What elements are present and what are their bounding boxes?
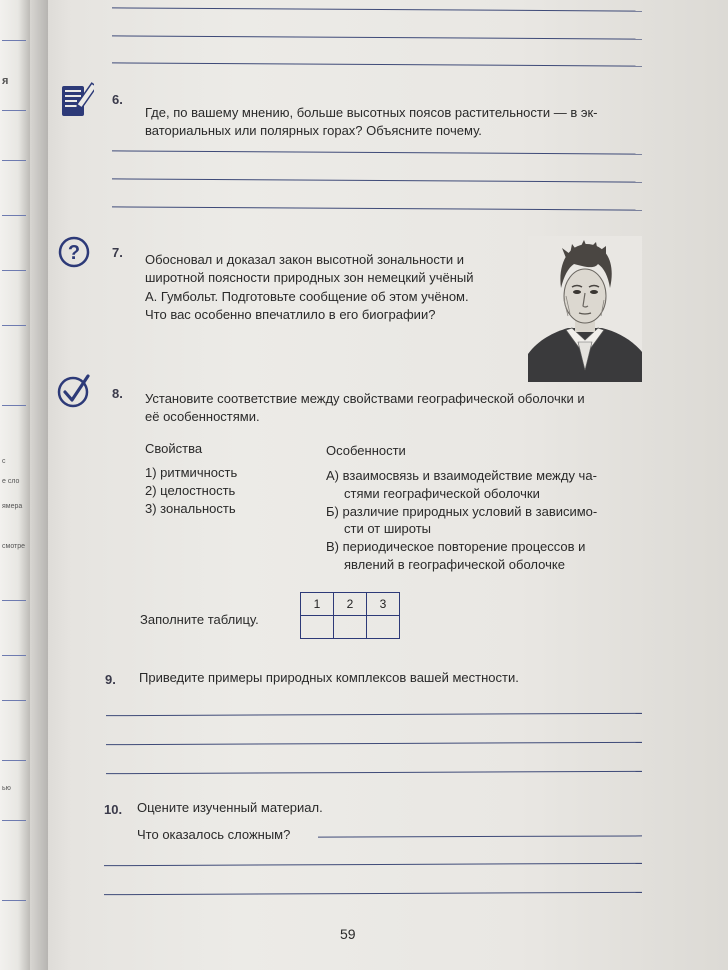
question-10-text: Оцените изученный материал. [137, 800, 323, 815]
question-7-text-line-4: Что вас особенно впечатлило в его биографии? [145, 307, 436, 322]
question-6-text-line-2: ваториальных или полярных горах? Объясните почему. [145, 123, 482, 138]
properties-header: Свойства [145, 441, 203, 456]
feature-item-continued: стями географической оболочки [344, 486, 540, 501]
property-item: 1) ритмичность [145, 465, 238, 480]
notebook-pencil-icon [58, 80, 94, 120]
checkmark-icon [56, 372, 92, 410]
question-9-number: 9. [105, 672, 116, 687]
answer-table-cell[interactable] [301, 616, 334, 639]
humboldt-portrait [528, 236, 642, 382]
edge-fragment: е сло [2, 478, 20, 485]
question-6-number: 6. [112, 92, 123, 107]
feature-item: А) взаимосвязь и взаимодействие между ча- [326, 468, 597, 483]
answer-table-header: 2 [334, 593, 367, 616]
feature-item-continued: сти от широты [344, 521, 432, 536]
question-8-number: 8. [112, 386, 123, 401]
question-7-text-line-2: широтной поясности природных зон немецкий учёный [145, 270, 474, 285]
answer-table-header: 1 [301, 593, 334, 616]
question-10-number: 10. [104, 802, 123, 817]
adjacent-page-edge [0, 0, 30, 970]
question-8-text-line-2: её особенностями. [145, 409, 260, 424]
edge-fragment: смотре [2, 543, 26, 550]
question-mark-icon [58, 234, 92, 270]
edge-fragment: ью [2, 785, 11, 792]
feature-item-continued: явлений в географической оболочке [344, 557, 565, 572]
answer-table [300, 592, 400, 639]
edge-fragment: с [2, 458, 6, 465]
feature-item: Б) различие природных условий в зависимо- [326, 504, 598, 519]
question-10-prompt: Что оказалось сложным? [137, 827, 291, 842]
svg-text:?: ? [67, 242, 81, 264]
question-8-text-line-1: Установите соответствие между свойствами географической оболочки и [145, 391, 585, 406]
property-item: 2) целостность [145, 483, 236, 498]
property-item: 3) зональность [145, 501, 236, 516]
answer-table-cell[interactable] [367, 616, 400, 639]
question-9-text: Приведите примеры природных комплексов вашей местности. [139, 670, 519, 685]
edge-fragment: я [2, 75, 9, 87]
features-header: Особенности [326, 443, 406, 458]
answer-table-cell[interactable] [334, 616, 367, 639]
question-7-text-line-3: А. Гумбольт. Подготовьте сообщение об этом учёном. [145, 289, 469, 304]
question-7-text-line-1: Обосновал и доказал закон высотной зональности и [145, 252, 464, 267]
question-7-number: 7. [112, 245, 123, 260]
question-6-text-line-1: Где, по вашему мнению, больше высотных поясов растительности — в эк- [145, 105, 598, 120]
edge-fragment: ямера [2, 503, 23, 510]
page-spine-shadow [30, 0, 48, 970]
page-number: 59 [340, 926, 356, 942]
fill-table-label: Заполните таблицу. [140, 612, 259, 627]
feature-item: В) периодическое повторение процессов и [326, 539, 586, 554]
answer-table-header: 3 [367, 593, 400, 616]
